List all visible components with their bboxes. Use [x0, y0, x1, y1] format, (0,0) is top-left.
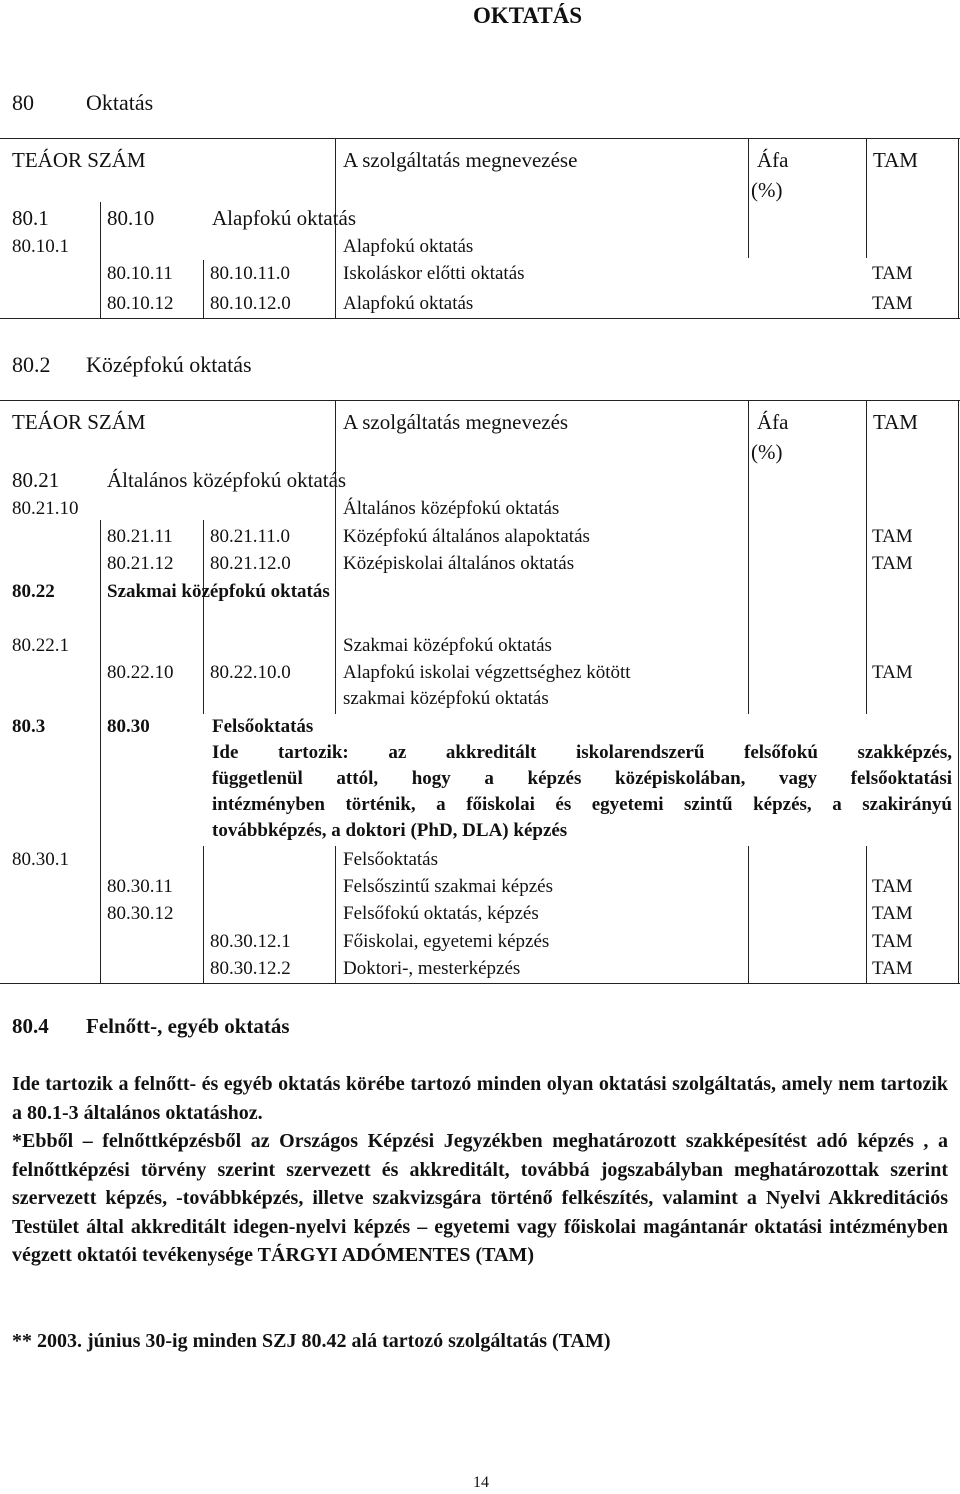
table2-divider — [958, 400, 959, 983]
table1-header-code: TEÁOR SZÁM — [12, 148, 146, 172]
table-row: 80.30.12.1 — [210, 931, 291, 952]
table1-divider — [203, 260, 204, 318]
table1-header-name: A szolgáltatás megnevezése — [343, 148, 578, 172]
felsooktatas-desc-1: Ide tartozik: az akkreditált iskolarendszerű felsőfokú szakképzés, — [212, 742, 952, 763]
table-row: szakmai középfokú oktatás — [343, 688, 549, 709]
table1-divider — [958, 138, 959, 318]
table-row: Doktori-, mesterképzés — [343, 958, 521, 979]
table-row: Általános középfokú oktatás — [343, 498, 560, 519]
table-row: Középfokú általános alapoktatás — [343, 526, 590, 547]
page-number: 14 — [473, 1474, 489, 1491]
table-row: 80.21.12.0 — [210, 553, 291, 574]
table1-bottom-border — [0, 318, 960, 319]
table-row: 80.22 — [12, 581, 55, 602]
table-row: Alapfokú iskolai végzettséghez kötött — [343, 662, 631, 683]
table-row: TAM — [872, 958, 913, 979]
table2-header-tam: TAM — [873, 410, 918, 434]
table-row: 80.21.11 — [107, 526, 173, 547]
table2-divider — [748, 400, 749, 983]
felsooktatas-desc-4: továbbképzés, a doktori (PhD, DLA) képzés — [212, 820, 568, 841]
section-80-2-number: 80.2 — [12, 352, 51, 377]
table1-divider — [100, 202, 101, 318]
table-row: 80.3 — [12, 716, 46, 737]
table-row: TAM — [872, 526, 913, 547]
table-row: TAM — [872, 293, 913, 314]
table-row: 80.10.12.0 — [210, 293, 291, 314]
table-row: 80.30.12.2 — [210, 958, 291, 979]
table-row: Főiskolai, egyetemi képzés — [343, 931, 550, 952]
table1-divider — [866, 138, 867, 258]
table-row: 80.30.1 — [12, 849, 69, 870]
paragraph-felnottkepzes: *Ebből – felnőttképzésből az Országos Képzési Jegyzékben meghatározott szakképesítést adó képzés , a felnőttképzési törvény szerint szervezett és akkreditált, továbbá jogszabályban meghatározottak szerint szervezett képzés, -továbbképzés, illetve szakvizsgára történő felkészítés, valamint a Nyelvi Akkreditációs Testület által akkreditált idegen-nyelvi képzés – egyetemi vagy főiskolai magántanár oktatási intézményben végzett oktatói tevékenysége TÁRGYI ADÓMENTES (TAM) — [12, 1130, 948, 1266]
felsooktatas-desc-3: intézményben történik, a főiskolai és egyetemi szintű képzés, a szakirányú — [212, 794, 952, 815]
table-row: Felsőfokú oktatás, képzés — [343, 903, 539, 924]
table-row: TAM — [872, 662, 913, 683]
table2-header-code: TEÁOR SZÁM — [12, 410, 146, 434]
table-row: 80.21.12 — [107, 553, 174, 574]
table-row: Alapfokú oktatás — [212, 206, 357, 230]
table-row: 80.21.11.0 — [210, 526, 291, 547]
table-row: Felsőszintű szakmai képzés — [343, 876, 554, 897]
table-row: Középiskolai általános oktatás — [343, 553, 575, 574]
table-row: 80.21.10 — [12, 498, 79, 519]
table-row: 80.30.11 — [107, 876, 173, 897]
section-80-2-title: Középfokú oktatás — [86, 352, 252, 377]
table-row: TAM — [872, 553, 913, 574]
section-80-4-title: Felnőtt-, egyéb oktatás — [86, 1014, 290, 1038]
table-row: TAM — [872, 903, 913, 924]
table2-bottom-border — [0, 983, 960, 984]
table-row: TAM — [872, 876, 913, 897]
table-row: Felsőoktatás — [212, 716, 314, 737]
table-row: 80.10.11.0 — [210, 263, 291, 284]
footnote: ** 2003. június 30-ig minden SZJ 80.42 alá tartozó szolgáltatás (TAM) — [12, 1330, 611, 1352]
table2-header-afa-unit: (%) — [751, 440, 783, 464]
table-row: 80.10 — [107, 206, 155, 230]
felsooktatas-desc-2: függetlenül attól, hogy a képzés középiskolában, vagy felsőoktatási — [212, 768, 952, 789]
table-row: 80.10.11 — [107, 263, 173, 284]
table-row: 80.1 — [12, 206, 49, 230]
table-row: TAM — [872, 931, 913, 952]
table-row: 80.30.12 — [107, 903, 174, 924]
page-title: OKTATÁS — [473, 3, 583, 28]
table-row: Alapfokú oktatás — [343, 293, 474, 314]
table-row: Iskoláskor előtti oktatás — [343, 263, 525, 284]
section-80-number: 80 — [12, 90, 34, 115]
table1-header-afa: Áfa — [757, 148, 789, 172]
table-row: Alapfokú oktatás — [343, 236, 474, 257]
table-row: 80.22.1 — [12, 635, 69, 656]
table-row: Szakmai középfokú oktatás — [107, 581, 330, 602]
table-row: 80.22.10 — [107, 662, 174, 683]
table1-header-tam: TAM — [873, 148, 918, 172]
table-row: 80.21 — [12, 468, 60, 492]
section-80-title: Oktatás — [86, 90, 154, 115]
table2-header-afa: Áfa — [757, 410, 789, 434]
table-row: 80.30 — [107, 716, 150, 737]
table-row: TAM — [872, 263, 913, 284]
table-row: 80.22.10.0 — [210, 662, 291, 683]
section-80-4-number: 80.4 — [12, 1014, 49, 1038]
table-row: Felsőoktatás — [343, 849, 438, 870]
table-row: Általános középfokú oktatás — [107, 468, 347, 492]
paragraph-felnott-oktatas: Ide tartozik a felnőtt- és egyéb oktatás körébe tartozó minden olyan oktatási szolgáltatás, amely nem tartozik a 80.1-3 általános oktatáshoz. — [12, 1073, 948, 1124]
table2-header-name: A szolgáltatás megnevezés — [343, 410, 569, 434]
table1-top-border — [0, 138, 960, 139]
table2-top-border — [0, 400, 960, 401]
table-row: 80.10.12 — [107, 293, 174, 314]
table-row: 80.10.1 — [12, 236, 69, 257]
table1-header-afa-unit: (%) — [751, 178, 783, 202]
table-row: Szakmai középfokú oktatás — [343, 635, 552, 656]
table1-divider — [748, 138, 749, 258]
table2-divider — [866, 400, 867, 983]
